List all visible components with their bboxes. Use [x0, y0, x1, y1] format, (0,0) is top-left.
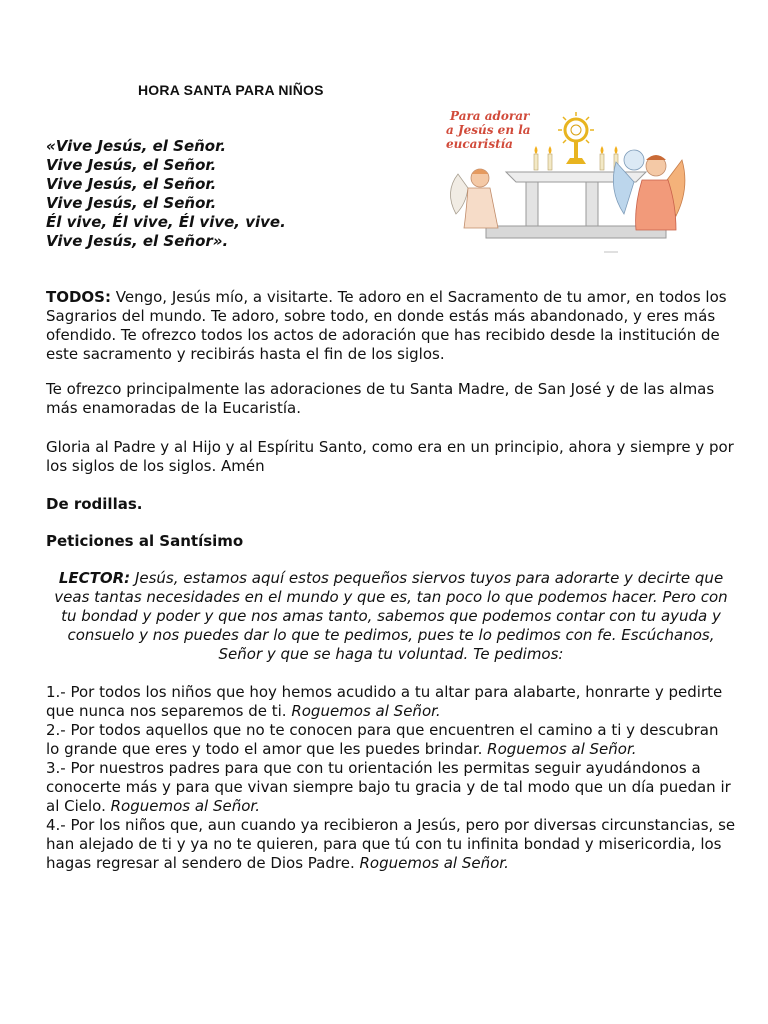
peticiones-heading: Peticiones al Santísimo: [46, 532, 244, 550]
petition-item: [46, 816, 736, 873]
todos-label: TODOS:: [46, 288, 111, 306]
song-line: Vive Jesús, el Señor.: [46, 194, 217, 212]
angel-left-icon: [450, 169, 498, 228]
ofrezco-paragraph: Te ofrezco principalmente las adoraciones de tu Santa Madre, de San José y de las almas más enamoradas de la Eucaristía.: [46, 380, 715, 417]
petition-text: 2.- Por todos aquellos que no te conocen para que encuentren el camino a ti y descubran lo grande que eres y todo el amor que les puedes brindar.: [46, 721, 719, 758]
illustration-caption-line: eucaristía: [446, 137, 513, 151]
petition-text: 4.- Por los niños que, aun cuando ya recibieron a Jesús, pero por diversas circunstancias, se han alejado de ti y ya no te quieren, para que tú con tu infinita bondad y misericordia, los hagas regresar al sendero de Dios Padre.: [46, 816, 736, 872]
song-line: Vive Jesús, el Señor.: [46, 175, 217, 193]
rodillas-heading: De rodillas.: [46, 495, 143, 513]
petition-response: Roguemos al Señor.: [359, 854, 509, 872]
illustration-caption-line: a Jesús en la: [446, 123, 531, 137]
lector-label: LECTOR:: [58, 569, 131, 587]
song-verse: [46, 137, 426, 251]
todos-paragraph: [46, 288, 736, 364]
petition-response: Roguemos al Señor.: [291, 702, 441, 720]
song-line: Vive Jesús, el Señor.: [46, 156, 217, 174]
petitions-list: [46, 683, 736, 873]
petition-item: [46, 721, 736, 759]
todos-text: Vengo, Jesús mío, a visitarte. Te adoro en el Sacramento de tu amor, en todos los Sagrarios del mundo. Te adoro, sobre todo, en donde estás más abandonado, y eres más ofendido. Te ofrezco todos los actos de adoración que has recibido desde la institución de este sacramento y recibirás hasta el fin de los siglos.: [46, 288, 727, 363]
lector-text: Jesús, estamos aquí estos pequeños siervos tuyos para adorarte y decirte que veas tantas necesidades en el mundo y que es, tan poco lo que podemos hacer. Pero con tu bondad y poder y que nos amas tanto, sabemos que podemos contar con tu ayuda y consuelo y nos puedes dar lo que te pedimos, pues te lo pedimos con fe. Escúchanos, Señor y que se haga tu voluntad. Te pedimos:: [54, 569, 728, 663]
petition-response: Roguemos al Señor.: [110, 797, 260, 815]
song-line: Él vive, Él vive, Él vive, vive.: [46, 213, 286, 231]
petition-response: Roguemos al Señor.: [487, 740, 637, 758]
petition-text: 1.- Por todos los niños que hoy hemos acudido a tu altar para alabarte, honrarte y pedirte que nunca nos separemos de ti.: [46, 683, 723, 720]
petition-item: [46, 683, 736, 721]
gloria-paragraph: Gloria al Padre y al Hijo y al Espíritu Santo, como era en un principio, ahora y siempre y por los siglos de los siglos. Amén: [46, 438, 734, 475]
document-title: HORA SANTA PARA NIÑOS: [138, 82, 324, 98]
song-line: «Vive Jesús, el Señor.: [46, 137, 227, 155]
illustration-caption-line: Para adorar: [450, 109, 530, 123]
petition-text: 3.- Por nuestros padres para que con tu orientación les permitas seguir ayudándonos a conocerte más y para que vivan siempre bajo tu gracia y de tal modo que un día puedan ir al Cielo.: [46, 759, 731, 815]
song-line: Vive Jesús, el Señor».: [46, 232, 229, 250]
adoration-illustration: [436, 96, 690, 262]
angel-right-icon: [613, 150, 685, 230]
lector-paragraph: [46, 569, 736, 664]
monstrance-icon: [558, 112, 594, 164]
petition-item: [46, 759, 736, 816]
